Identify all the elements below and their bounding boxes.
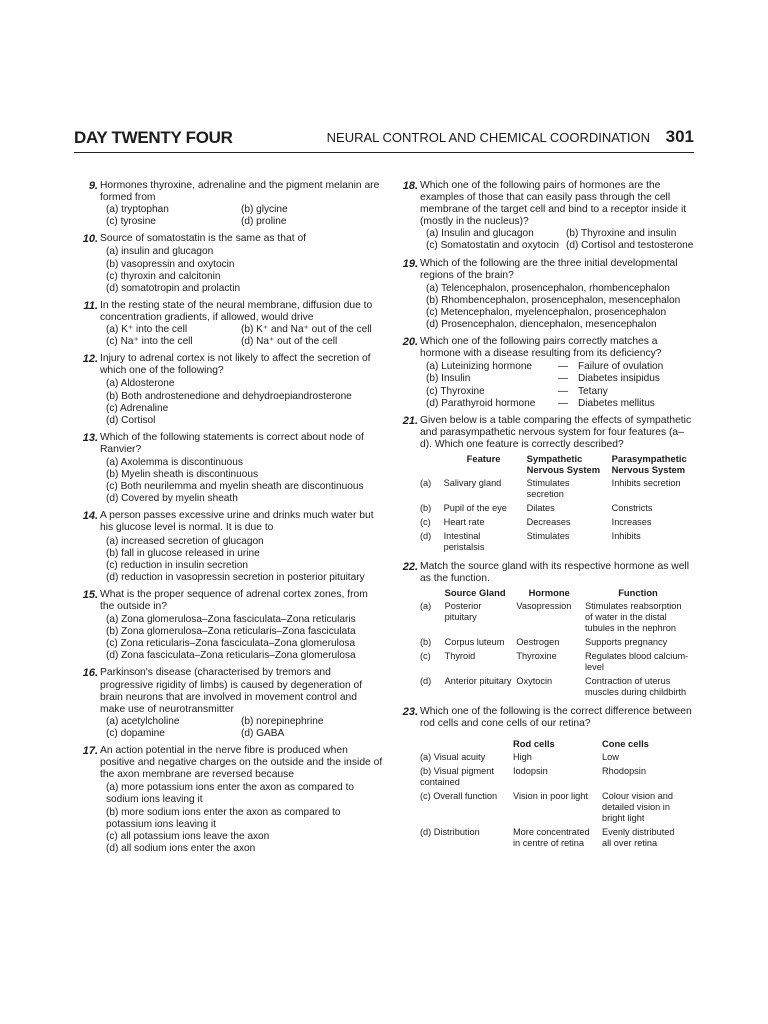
table-row (420, 651, 694, 676)
header-hormone: Hormone (528, 587, 570, 599)
question-stem: Source of somatostatin is the same as that of (100, 233, 307, 245)
question-stem: Hormones thyroxine, adrenaline and the pigment melanin are formed from (100, 180, 380, 204)
page-header (74, 126, 694, 152)
pair-hormone: (a) Luteinizing hormone (426, 361, 533, 373)
question-number: 20. (402, 336, 418, 349)
option-b: (b) Myelin sheath is discontinuous (106, 469, 259, 481)
option-a: (a) acetylcholine (106, 715, 180, 727)
cell-gland: Anterior pituitary (444, 676, 512, 687)
table-row (420, 478, 694, 503)
row-label: (b) (420, 502, 432, 513)
cell-sympathetic: Decreases (526, 516, 571, 527)
question-number: 14. (82, 510, 98, 523)
cell-gland: Posterior pituitary (444, 601, 482, 623)
header-function: Function (618, 587, 658, 599)
cell-gland: Thyroid (444, 651, 476, 662)
pair-hormone: (d) Parathyroid hormone (426, 397, 536, 409)
option-b: (b) Thyroxine and insulin (566, 228, 677, 240)
option-b: (b) more sodium ions enter the axon as compared to potassium ions leaving it (106, 806, 341, 830)
option-a: (a) increased secretion of glucagon (106, 535, 264, 547)
question-stem: Which one of the following pairs correctly matches a hormone with a disease resulting from its deficiency? (420, 336, 662, 360)
question-20 (398, 336, 694, 410)
pair-dash: — (558, 385, 569, 397)
question-number: 9. (88, 180, 98, 192)
option-b: (b) vasopressin and oxytocin (106, 258, 235, 270)
cell-cone: Low (602, 752, 619, 763)
table-row (420, 503, 694, 517)
options (100, 378, 383, 426)
option-c: (c) Zona reticularis–Zona fasciculata–Zona glomerulosa (106, 638, 356, 650)
row-label: (d) (420, 530, 432, 541)
cell-parasympathetic: Inhibits secretion (611, 477, 681, 488)
question-19 (398, 258, 694, 332)
pair-disease: Failure of ovulation (578, 361, 664, 373)
match-pair (420, 386, 694, 398)
row-label: (a) (420, 477, 432, 488)
option-a: (a) Axolemma is discontinuous (106, 456, 243, 468)
option-d: (d) reduction in vasopressin secretion in posterior pituitary (106, 571, 365, 583)
table-row (420, 827, 689, 852)
chapter-subject: NEURAL CONTROL AND CHEMICAL COORDINATION (326, 130, 650, 145)
cell-feature: Pupil of the eye (443, 502, 507, 513)
question-number: 19. (402, 257, 418, 270)
option-c: (c) Both neurilemma and myelin sheath are discontinuous (106, 481, 364, 493)
option-a: (a) more potassium ions enter the axon as compared to sodium ions leaving it (106, 782, 354, 806)
cell-rod: Iodopsin (513, 766, 548, 777)
pair-hormone: (b) Insulin (426, 373, 471, 385)
header-rod-cells: Rod cells (513, 738, 555, 750)
cell-hormone: Oestrogen (516, 637, 560, 648)
header-source-gland: Source Gland (444, 587, 506, 599)
question-11 (78, 300, 383, 348)
row-label: (d) (420, 676, 432, 687)
table-header-row (420, 453, 694, 478)
option-d: (d) Covered by myelin sheath (106, 493, 238, 505)
options (100, 324, 383, 348)
option-c: (c) thyroxin and calcitonin (106, 270, 221, 282)
option-a: (a) insulin and glucagon (106, 246, 214, 258)
question-stem: Given below is a table comparing the effects of sympathetic and parasympathetic nervous system for four features (a–d). Which one feature is correctly described? (420, 414, 692, 450)
option-d: (d) all sodium ions enter the axon (106, 842, 256, 854)
question-number: 11. (83, 299, 98, 312)
table-row (420, 637, 694, 651)
option-c: (c) Na⁺ into the cell (106, 336, 193, 348)
option-d: (d) Cortisol and testosterone (566, 240, 694, 252)
options (420, 228, 694, 252)
question-14 (78, 510, 383, 584)
cell-cone: Rhodopsin (602, 766, 646, 777)
question-stem: Which of the following are the three initial developmental regions of the brain? (420, 257, 678, 281)
pair-disease: Tetany (578, 385, 608, 397)
option-d: (d) Cortisol (106, 414, 156, 426)
question-stem: What is the proper sequence of adrenal cortex zones, from the outside in? (100, 588, 368, 612)
question-stem: Match the source gland with its respective hormone as well as the function. (420, 560, 689, 585)
question-18 (398, 180, 694, 253)
option-b: (b) glycine (241, 204, 288, 216)
header-feature: Feature (466, 452, 501, 464)
options (100, 246, 383, 294)
question-16 (78, 667, 383, 740)
option-c: (c) Adrenaline (106, 402, 169, 414)
rod-cone-table (420, 738, 689, 852)
option-c: (c) dopamine (106, 727, 165, 739)
cell-parasympathetic: Increases (611, 516, 652, 527)
options (100, 782, 383, 855)
question-number: 12. (82, 353, 98, 366)
table-row (420, 531, 694, 556)
match-table (420, 587, 694, 701)
cell-feature: Salivary gland (443, 477, 502, 488)
option-d: (d) proline (241, 216, 287, 228)
option-a: (a) Telencephalon, prosencephalon, rhombencephalon (426, 282, 670, 294)
option-c: (c) tyrosine (106, 216, 156, 228)
question-13 (78, 432, 383, 506)
cell-sympathetic: Dilates (526, 502, 555, 513)
cell-feature: Intestinal peristalsis (443, 530, 485, 552)
options (100, 204, 383, 228)
option-a: (a) K⁺ into the cell (106, 324, 188, 336)
match-pair (420, 361, 694, 373)
cell-hormone: Thyroxine (516, 651, 557, 662)
options (420, 283, 694, 331)
options (100, 457, 383, 505)
option-d: (d) somatotropin and prolactin (106, 282, 241, 294)
option-b: (b) norepinephrine (241, 715, 324, 727)
options (420, 361, 694, 409)
cell-feature: (d) Distribution (420, 827, 480, 838)
header-cone-cells: Cone cells (602, 738, 649, 750)
question-number: 16. (82, 667, 98, 680)
cell-cone: Colour vision and detailed vision in bright light (602, 791, 673, 824)
pair-hormone: (c) Thyroxine (426, 385, 485, 397)
comparison-table (420, 453, 694, 556)
table-row (420, 601, 694, 637)
option-c: (c) Metencephalon, myelencephalon, prosencephalon (426, 306, 667, 318)
question-stem: Which of the following statements is correct about node of Ranvier? (100, 431, 364, 455)
table-row (420, 752, 689, 766)
question-number: 23. (402, 706, 418, 719)
pair-dash: — (558, 373, 569, 385)
options (100, 716, 383, 740)
cell-feature: (c) Overall function (420, 791, 498, 802)
question-number: 17. (82, 745, 98, 758)
option-c: (c) reduction in insulin secretion (106, 559, 248, 571)
question-12 (78, 353, 383, 427)
option-a: (a) tryptophan (106, 204, 169, 216)
cell-parasympathetic: Constricts (611, 502, 653, 513)
option-d: (d) Zona fasciculata–Zona reticularis–Zona glomerulosa (106, 650, 356, 662)
question-number: 18. (402, 180, 418, 192)
question-10 (78, 233, 383, 294)
cell-rod: More concentrated in centre of retina (513, 827, 590, 849)
pair-disease: Diabetes mellitus (578, 397, 655, 409)
question-stem: Parkinson's disease (characterised by tremors and progressive rigidity of limbs) is caused by degeneration of brain neurons that are involved in movement control and make use of neurotransmitter (100, 667, 363, 715)
cell-function: Regulates blood calcium-level (585, 651, 689, 673)
cell-hormone: Vasopression (516, 601, 572, 612)
question-9 (78, 180, 383, 228)
option-b: (b) Both androstenedione and dehydroepiandrosterone (106, 390, 352, 402)
header-rule (74, 152, 694, 153)
option-b: (b) Rhombencephalon, prosencephalon, mesencephalon (426, 294, 681, 306)
question-number: 15. (82, 588, 98, 601)
option-a: (a) Zona glomerulosa–Zona fasciculata–Zona reticularis (106, 614, 356, 626)
cell-sympathetic: Stimulates secretion (526, 477, 570, 499)
match-pair (420, 398, 694, 410)
table-header-row (420, 587, 694, 601)
question-number: 22. (402, 560, 418, 573)
option-b: (b) Zona glomerulosa–Zona reticularis–Zona fasciculata (106, 626, 356, 638)
cell-rod: High (513, 752, 532, 763)
question-number: 21. (402, 414, 418, 427)
question-stem: Which one of the following is the correct difference between rod cells and cone cells of our retina? (420, 706, 692, 730)
option-c: (c) all potassium ions leave the axon (106, 830, 270, 842)
option-b: (b) K⁺ and Na⁺ out of the cell (241, 324, 372, 336)
option-a: (a) Aldosterone (106, 378, 175, 390)
table-row (420, 517, 694, 531)
option-a: (a) Insulin and glucagon (426, 228, 534, 240)
question-23 (398, 706, 694, 852)
question-17 (78, 745, 383, 855)
cell-feature: (b) Visual pigment contained (420, 766, 494, 788)
option-c: (c) Somatostatin and oxytocin (426, 240, 559, 252)
option-d: (d) Na⁺ out of the cell (241, 336, 338, 348)
header-sympathetic: Sympathetic Nervous System (526, 452, 601, 475)
question-stem: Injury to adrenal cortex is not likely to affect the secretion of which one of the following? (100, 353, 371, 377)
cell-function: Stimulates reabsorption of water in the distal tubules in the nephron (585, 601, 682, 634)
table-row (420, 791, 689, 827)
pair-dash: — (558, 361, 569, 373)
cell-rod: Vision in poor light (513, 791, 588, 802)
question-number: 13. (82, 431, 98, 444)
table-row (420, 676, 694, 701)
right-column (398, 180, 694, 857)
cell-hormone: Oxytocin (516, 676, 553, 687)
question-15 (78, 589, 383, 663)
question-stem: In the resting state of the neural membrane, diffusion due to concentration gradients, if allowed, would drive (100, 299, 373, 323)
cell-function: Contraction of uterus muscles during childbirth (585, 676, 687, 698)
cell-function: Supports pregnancy (585, 637, 668, 648)
row-label: (b) (420, 637, 432, 648)
question-stem: A person passes excessive urine and drinks much water but his glucose level is normal. It is due to (100, 510, 374, 534)
option-d: (d) GABA (241, 727, 285, 739)
options (100, 614, 383, 662)
question-number: 10. (82, 233, 98, 246)
cell-feature: Heart rate (443, 516, 485, 527)
option-d: (d) Prosencephalon, diencephalon, mesencephalon (426, 319, 657, 331)
table-row (420, 766, 689, 791)
page-number: 301 (665, 127, 694, 146)
cell-parasympathetic: Inhibits (611, 530, 641, 541)
pair-dash: — (558, 397, 569, 409)
question-22 (398, 561, 694, 701)
row-label: (a) (420, 601, 432, 612)
row-label: (c) (420, 651, 431, 662)
question-stem: Which one of the following pairs of hormones are the examples of those that can easily pass through the cell membrane of the target cell and bind to a receptor inside it (mostly in the nucleus)? (420, 180, 687, 228)
options (100, 536, 383, 584)
cell-cone: Evenly distributed all over retina (602, 827, 675, 849)
cell-sympathetic: Stimulates (526, 530, 570, 541)
left-column (78, 180, 383, 860)
cell-feature: (a) Visual acuity (420, 752, 486, 763)
match-pair (420, 373, 694, 385)
row-label: (c) (420, 516, 431, 527)
cell-gland: Corpus luteum (444, 637, 505, 648)
question-21 (398, 415, 694, 556)
chapter-title: DAY TWENTY FOUR (74, 128, 233, 147)
pair-disease: Diabetes insipidus (578, 373, 660, 385)
option-b: (b) fall in glucose released in urine (106, 547, 260, 559)
question-stem: An action potential in the nerve fibre is produced when positive and negative charges on the outside and the inside of the axon membrane are reversed because (100, 745, 383, 781)
header-parasympathetic: Parasympathetic Nervous System (611, 452, 687, 475)
table-header-row (420, 738, 689, 752)
